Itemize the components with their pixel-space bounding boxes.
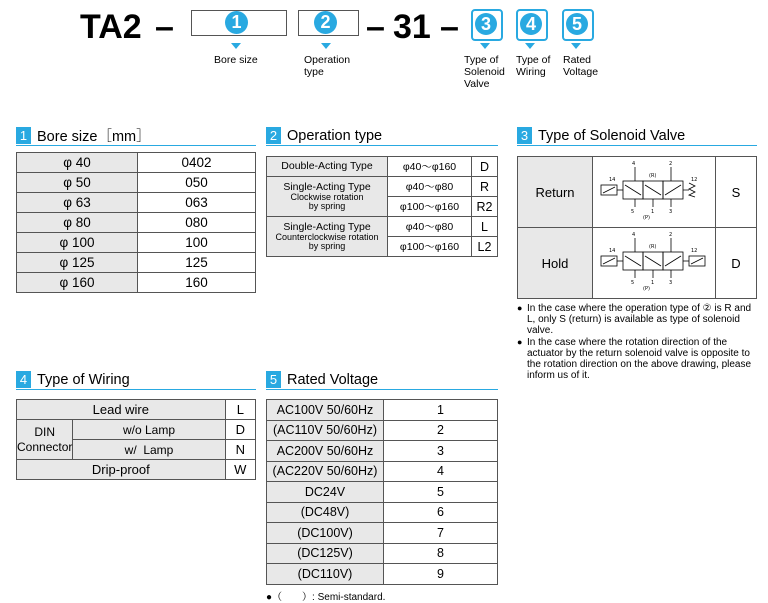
wiring-din-connector: DIN Connector (17, 420, 73, 460)
section-solenoid-valve (517, 126, 757, 382)
op-single-cw-code-1: R (472, 177, 498, 197)
wiring-w-lamp: w/ Lamp (73, 440, 225, 460)
bore-code-cell: 063 (138, 193, 256, 213)
table-row (17, 173, 256, 193)
dash-3: – (440, 8, 459, 46)
code-box-wiring (516, 9, 548, 41)
circle-num-1: 1 (225, 11, 248, 34)
voltage-cell: AC100V 50/60Hz (267, 400, 384, 421)
mid-code: 31 (393, 8, 431, 46)
section-number: 3 (517, 127, 532, 144)
section-header (517, 126, 757, 146)
valve-symbol-icon (595, 230, 713, 294)
bore-code-cell: 050 (138, 173, 256, 193)
wiring-wo-lamp: w/o Lamp (73, 420, 225, 440)
voltage-cell: (AC220V 50/60Hz) (267, 461, 384, 482)
op-single-ccw-type: Single-Acting Type Counterclockwise rotation by spring (267, 217, 388, 257)
wiring-lead-wire: Lead wire (17, 400, 226, 420)
svg-text:1: 1 (651, 279, 655, 286)
label-rated-voltage: Rated Voltage (563, 54, 599, 78)
section-header (266, 126, 498, 146)
bore-code-cell: 100 (138, 233, 256, 253)
table-row (267, 543, 498, 564)
section-header (266, 370, 498, 390)
section-bore-size (16, 126, 256, 293)
rated-voltage-table (266, 399, 498, 585)
op-double-range: φ40～φ160 (388, 157, 472, 177)
voltage-cell: (DC48V) (267, 502, 384, 523)
code-box-voltage (562, 9, 594, 41)
table-row (267, 482, 498, 503)
bore-code-cell: 0402 (138, 153, 256, 173)
svg-text:(R): (R) (649, 172, 657, 179)
pointer-triangle (231, 43, 241, 49)
bore-code-cell: 080 (138, 213, 256, 233)
svg-text:14: 14 (609, 176, 616, 183)
svg-text:(R): (R) (649, 243, 657, 250)
bore-size-cell: φ 63 (17, 193, 138, 213)
wiring-type-table (16, 399, 256, 480)
op-single-cw-type: Single-Acting Type Clockwise rotation by spring (267, 177, 388, 217)
solenoid-return-symbol (593, 157, 716, 228)
section-operation-type (266, 126, 498, 257)
voltage-code-cell: 6 (384, 502, 498, 523)
circle-num-2: 2 (314, 11, 337, 34)
table-row (17, 193, 256, 213)
circle-num-4: 4 (520, 13, 542, 35)
dash-2: – (366, 8, 385, 46)
semi-standard-note: ●（ ）: Semi-standard. (266, 591, 386, 603)
note-1: ● In the case where the operation type of ② is R and L, only S (return) is available as type of solenoid valve. (517, 303, 757, 336)
wiring-drip-proof: Drip-proof (17, 460, 226, 480)
wiring-lead-code: L (225, 400, 255, 420)
label-operation-type: Operation type (304, 54, 351, 78)
svg-text:1: 1 (651, 208, 655, 215)
table-row (267, 523, 498, 544)
bore-size-cell: φ 40 (17, 153, 138, 173)
voltage-cell: DC24V (267, 482, 384, 503)
code-box-solenoid (471, 9, 503, 41)
label-wiring-type: Type of Wiring (516, 54, 551, 78)
valve-symbol-icon (595, 159, 713, 223)
voltage-code-cell: 5 (384, 482, 498, 503)
voltage-cell: (DC110V) (267, 564, 384, 585)
voltage-code-cell: 4 (384, 461, 498, 482)
label-solenoid-type: Type of Solenoid Valve (464, 54, 505, 90)
bore-size-table (16, 152, 256, 293)
svg-text:14: 14 (609, 247, 616, 254)
solenoid-hold-code: D (716, 228, 757, 299)
wiring-w-lamp-code: N (225, 440, 255, 460)
section-title: Type of Solenoid Valve (538, 127, 686, 144)
op-double-code: D (472, 157, 498, 177)
voltage-cell: AC200V 50/60Hz (267, 441, 384, 462)
bore-size-cell: φ 160 (17, 273, 138, 293)
bore-code-cell: 160 (138, 273, 256, 293)
section-wiring-type (16, 370, 256, 480)
solenoid-hold-label: Hold (518, 228, 593, 299)
voltage-code-cell: 1 (384, 400, 498, 421)
svg-text:(P): (P) (643, 285, 650, 292)
bore-code-cell: 125 (138, 253, 256, 273)
voltage-cell: (DC100V) (267, 523, 384, 544)
svg-text:4: 4 (632, 160, 636, 167)
svg-text:12: 12 (691, 176, 698, 183)
op-single-cw-range-2: φ100～φ160 (388, 197, 472, 217)
bore-size-cell: φ 50 (17, 173, 138, 193)
section-number: 1 (16, 127, 31, 144)
op-single-ccw-range-1: φ40～φ80 (388, 217, 472, 237)
solenoid-valve-table (517, 156, 757, 299)
table-row (17, 213, 256, 233)
voltage-code-cell: 9 (384, 564, 498, 585)
pointer-triangle (480, 43, 490, 49)
solenoid-notes (517, 303, 757, 381)
pointer-triangle (571, 43, 581, 49)
section-number: 2 (266, 127, 281, 144)
circle-num-3: 3 (475, 13, 497, 35)
svg-text:2: 2 (669, 160, 673, 167)
op-single-cw-range-1: φ40～φ80 (388, 177, 472, 197)
bore-size-cell: φ 100 (17, 233, 138, 253)
label-bore-size: Bore size (214, 54, 258, 66)
dash-1: – (155, 8, 174, 46)
svg-text:4: 4 (632, 231, 636, 238)
section-title: Bore size［mm］ (37, 129, 151, 145)
table-row (267, 461, 498, 482)
table-row (267, 502, 498, 523)
solenoid-hold-symbol (593, 228, 716, 299)
op-double-type: Double-Acting Type (267, 157, 388, 177)
op-single-ccw-range-2: φ100～φ160 (388, 237, 472, 257)
section-number: 5 (266, 371, 281, 388)
svg-text:3: 3 (669, 279, 673, 286)
section-title: Operation type (287, 127, 383, 144)
op-single-ccw-code-2: L2 (472, 237, 498, 257)
section-rated-voltage (266, 370, 498, 603)
section-title: Rated Voltage (287, 371, 379, 388)
operation-type-table (266, 156, 498, 257)
solenoid-return-code: S (716, 157, 757, 228)
section-number: 4 (16, 371, 31, 388)
section-header (16, 126, 256, 146)
op-single-cw-code-2: R2 (472, 197, 498, 217)
svg-text:(P): (P) (643, 214, 650, 221)
voltage-code-cell: 7 (384, 523, 498, 544)
svg-text:12: 12 (691, 247, 698, 254)
svg-text:5: 5 (631, 208, 635, 215)
voltage-code-cell: 2 (384, 420, 498, 441)
section-header (16, 370, 256, 390)
pointer-triangle (525, 43, 535, 49)
wiring-wo-lamp-code: D (225, 420, 255, 440)
circle-num-5: 5 (566, 13, 588, 35)
bore-size-cell: φ 125 (17, 253, 138, 273)
solenoid-return-label: Return (518, 157, 593, 228)
op-single-ccw-code-1: L (472, 217, 498, 237)
voltage-code-cell: 8 (384, 543, 498, 564)
section-title: Type of Wiring (37, 371, 130, 388)
table-row (17, 153, 256, 173)
table-row (17, 273, 256, 293)
voltage-code-cell: 3 (384, 441, 498, 462)
table-row (267, 441, 498, 462)
svg-text:3: 3 (669, 208, 673, 215)
svg-text:2: 2 (669, 231, 673, 238)
table-row (17, 233, 256, 253)
table-row (17, 253, 256, 273)
note-2: ● In the case where the rotation direction of the actuator by the return solenoid valve is opposite to the rotation direction on the above drawing, please inform us of it. (517, 337, 757, 381)
model-prefix: TA2 (80, 8, 142, 46)
table-row (267, 400, 498, 421)
svg-text:5: 5 (631, 279, 635, 286)
bore-size-cell: φ 80 (17, 213, 138, 233)
table-row (267, 564, 498, 585)
wiring-drip-code: W (225, 460, 255, 480)
voltage-cell: (DC125V) (267, 543, 384, 564)
table-row (267, 420, 498, 441)
pointer-triangle (321, 43, 331, 49)
voltage-cell: (AC110V 50/60Hz) (267, 420, 384, 441)
